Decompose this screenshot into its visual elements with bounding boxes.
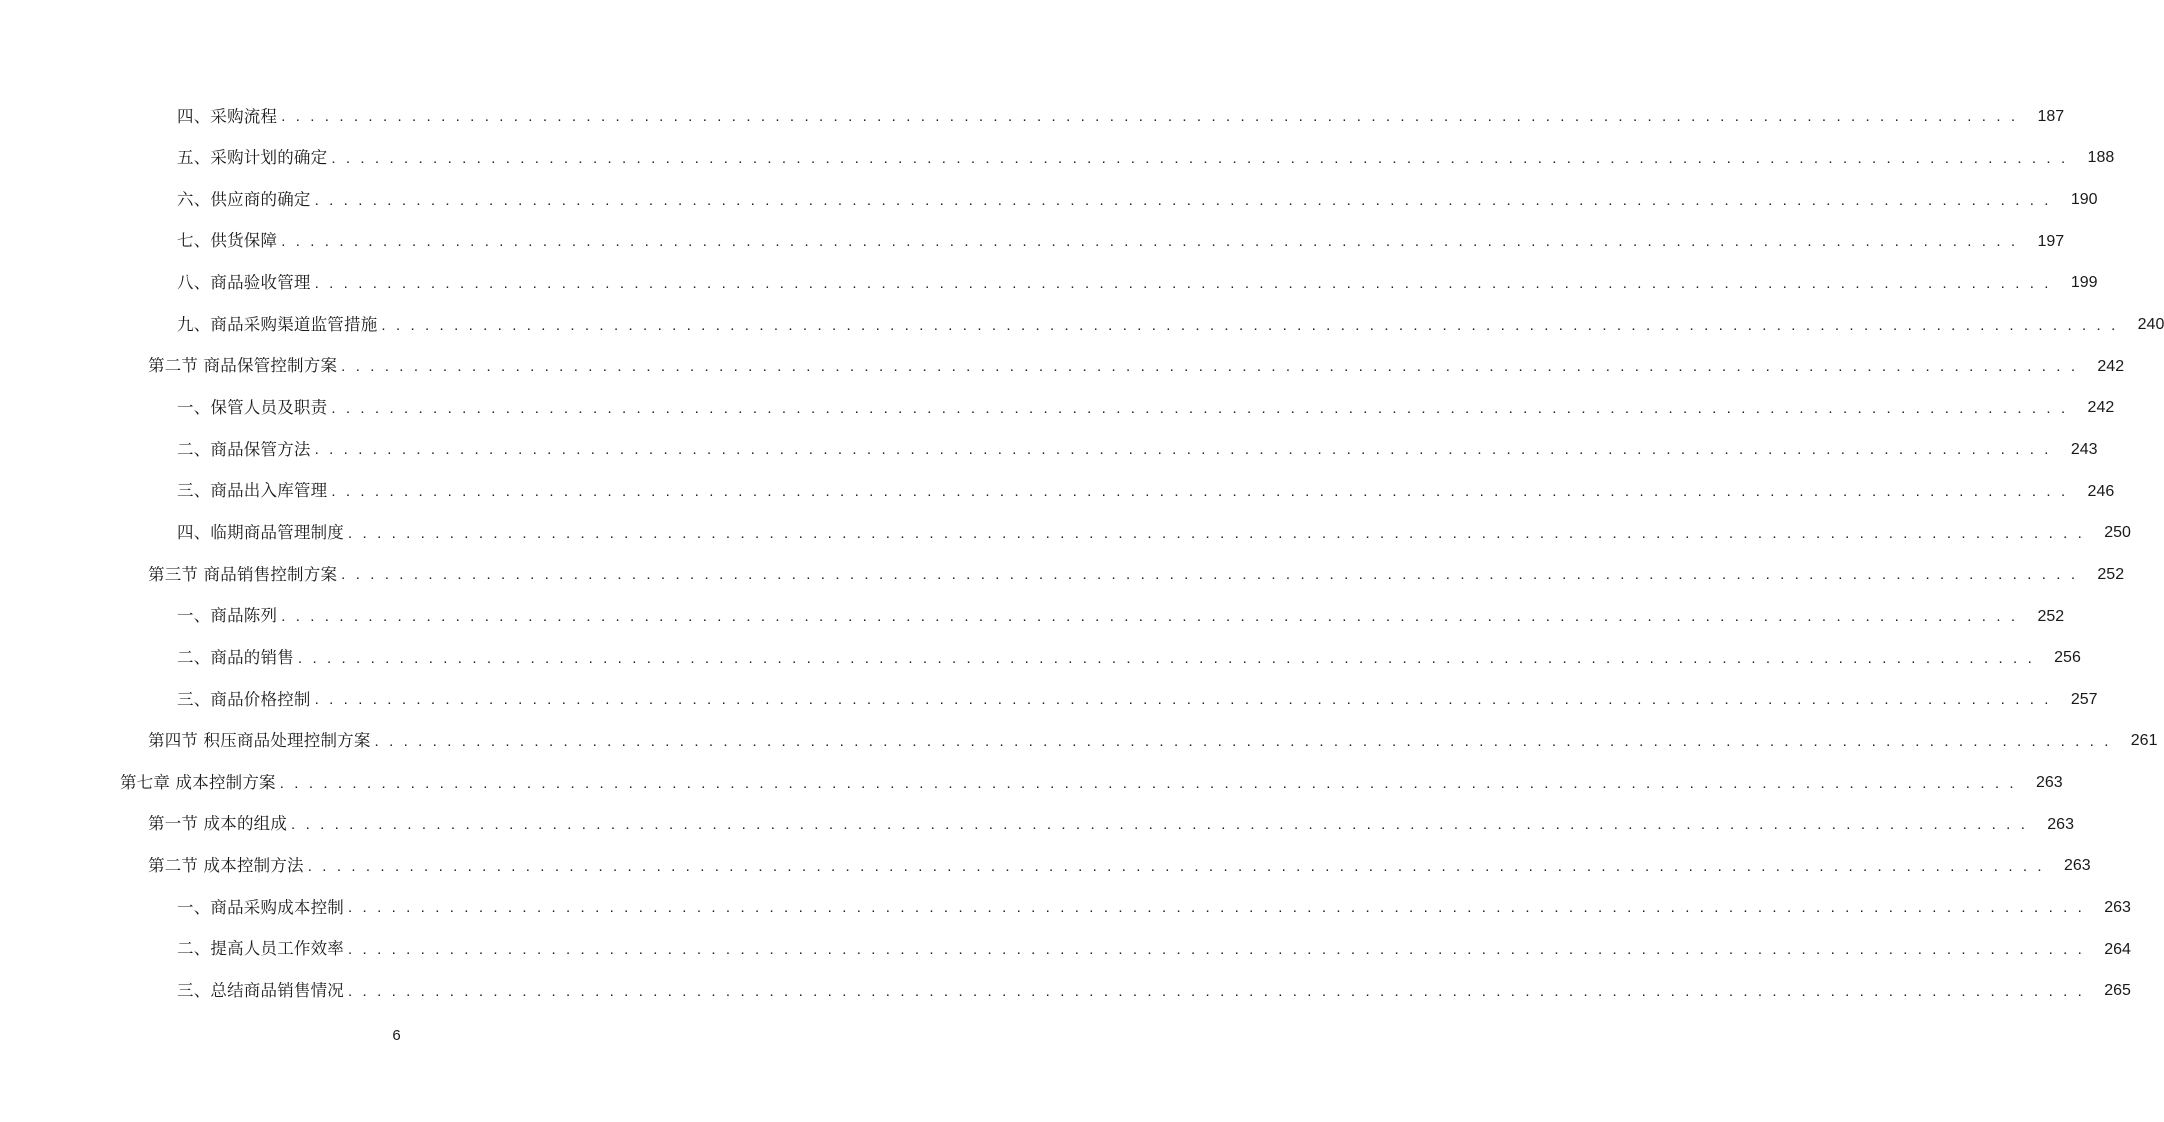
toc-entry-page-number: 187 <box>2037 107 2065 125</box>
toc-entry[interactable] <box>0 887 2131 929</box>
toc-entry[interactable] <box>0 804 2074 846</box>
toc-entry-title: 七、供货保障 <box>177 231 278 251</box>
toc-entry-page-number: 246 <box>2087 482 2115 500</box>
toc-entry-title: 四、临期商品管理制度 <box>177 522 344 542</box>
toc-entry-title: 第一节 成本的组成 <box>148 814 288 834</box>
toc-entry-page-number: 261 <box>2130 732 2158 750</box>
toc-dot-leader: . . . . . . . . . . . . . . . . . . . . . . . . . . . . . . . . . . . . . . . . . . . . . . . . . . . . . . . . . . . . . . . . . . . . . . . . . . . . . . . . . . . . . . . . . . . . . . . . . . . . . . . . . . . . . . . . . . . . . . . . <box>331 483 2069 501</box>
toc-entry-title: 五、采购计划的确定 <box>177 148 328 168</box>
toc-entry-title: 一、商品采购成本控制 <box>177 897 344 917</box>
toc-entry-title: 二、商品保管方法 <box>177 439 311 459</box>
toc-dot-leader: . . . . . . . . . . . . . . . . . . . . . . . . . . . . . . . . . . . . . . . . . . . . . . . . . . . . . . . . . . . . . . . . . . . . . . . . . . . . . . . . . . . . . . . . . . . . . . . . . . . . . . . . . . . . . . . . . . . . . . . . <box>331 149 2069 167</box>
toc-entry[interactable] <box>0 554 2125 596</box>
toc-dot-leader: . . . . . . . . . . . . . . . . . . . . . . . . . . . . . . . . . . . . . . . . . . . . . . . . . . . . . . . . . . . . . . . . . . . . . . . . . . . . . . . . . . . . . . . . . . . . . . . . . . . . . . . . . . . . . . . . . . . . . . . . <box>348 941 2085 959</box>
toc-entry[interactable] <box>0 96 2065 138</box>
toc-entry-title: 二、商品的销售 <box>177 647 294 667</box>
toc-dot-leader: . . . . . . . . . . . . . . . . . . . . . . . . . . . . . . . . . . . . . . . . . . . . . . . . . . . . . . . . . . . . . . . . . . . . . . . . . . . . . . . . . . . . . . . . . . . . . . . . . . . . . . . . . . . . . . . . . . . . . . . . <box>314 191 2052 209</box>
toc-entry[interactable] <box>0 471 2115 513</box>
toc-entry-page-number: 190 <box>2070 191 2098 209</box>
toc-entry-title: 第二节 商品保管控制方案 <box>148 356 338 376</box>
toc-entry-title: 一、商品陈列 <box>177 606 278 626</box>
toc-entry-title: 三、商品价格控制 <box>177 689 311 709</box>
toc-dot-leader: . . . . . . . . . . . . . . . . . . . . . . . . . . . . . . . . . . . . . . . . . . . . . . . . . . . . . . . . . . . . . . . . . . . . . . . . . . . . . . . . . . . . . . . . . . . . . . . . . . . . . . . . . . . . . . . . . . . . . . . . <box>279 774 2017 792</box>
toc-dot-leader: . . . . . . . . . . . . . . . . . . . . . . . . . . . . . . . . . . . . . . . . . . . . . . . . . . . . . . . . . . . . . . . . . . . . . . . . . . . . . . . . . . . . . . . . . . . . . . . . . . . . . . . . . . . . . . . . . . . . . . . . <box>281 233 2019 251</box>
toc-entry-title: 第四节 积压商品处理控制方案 <box>148 731 371 751</box>
toc-entry-page-number: 197 <box>2037 232 2065 250</box>
toc-entry-title: 第二节 成本控制方法 <box>148 856 304 876</box>
toc-dot-leader: . . . . . . . . . . . . . . . . . . . . . . . . . . . . . . . . . . . . . . . . . . . . . . . . . . . . . . . . . . . . . . . . . . . . . . . . . . . . . . . . . . . . . . . . . . . . . . . . . . . . . . . . . . . . . . . . . . . . . . . . <box>314 274 2052 292</box>
toc-entry-page-number: 265 <box>2104 982 2131 1000</box>
toc-entry-title: 第三节 商品销售控制方案 <box>148 564 338 584</box>
toc-dot-leader: . . . . . . . . . . . . . . . . . . . . . . . . . . . . . . . . . . . . . . . . . . . . . . . . . . . . . . . . . . . . . . . . . . . . . . . . . . . . . . . . . . . . . . . . . . . . . . . . . . . . . . . . . . . . . . . . . . . . . . . . <box>348 982 2085 1000</box>
table-of-contents <box>0 96 2164 1012</box>
toc-dot-leader: . . . . . . . . . . . . . . . . . . . . . . . . . . . . . . . . . . . . . . . . . . . . . . . . . . . . . . . . . . . . . . . . . . . . . . . . . . . . . . . . . . . . . . . . . . . . . . . . . . . . . . . . . . . . . . . . . . . . . . . . <box>281 608 2019 625</box>
toc-entry-title: 二、提高人员工作效率 <box>177 939 344 959</box>
toc-entry[interactable] <box>0 970 2131 1012</box>
toc-dot-leader: . . . . . . . . . . . . . . . . . . . . . . . . . . . . . . . . . . . . . . . . . . . . . . . . . . . . . . . . . . . . . . . . . . . . . . . . . . . . . . . . . . . . . . . . . . . . . . . . . . . . . . . . . . . . . . . . . . . . . . . . <box>341 566 2079 584</box>
toc-dot-leader: . . . . . . . . . . . . . . . . . . . . . . . . . . . . . . . . . . . . . . . . . . . . . . . . . . . . . . . . . . . . . . . . . . . . . . . . . . . . . . . . . . . . . . . . . . . . . . . . . . . . . . . . . . . . . . . . . . . . . . . . <box>348 899 2085 917</box>
toc-entry[interactable] <box>0 346 2125 388</box>
toc-entry[interactable] <box>0 221 2065 263</box>
toc-entry-title: 四、采购流程 <box>177 106 278 126</box>
toc-entry-page-number: 252 <box>2037 607 2065 625</box>
toc-entry-page-number: 243 <box>2070 440 2098 458</box>
toc-dot-leader: . . . . . . . . . . . . . . . . . . . . . . . . . . . . . . . . . . . . . . . . . . . . . . . . . . . . . . . . . . . . . . . . . . . . . . . . . . . . . . . . . . . . . . . . . . . . . . . . . . . . . . . . . . . . . . . . . . . . . . . . <box>381 316 2119 334</box>
toc-dot-leader: . . . . . . . . . . . . . . . . . . . . . . . . . . . . . . . . . . . . . . . . . . . . . . . . . . . . . . . . . . . . . . . . . . . . . . . . . . . . . . . . . . . . . . . . . . . . . . . . . . . . . . . . . . . . . . . . . . . . . . . . <box>331 399 2069 417</box>
toc-entry[interactable] <box>0 512 2131 554</box>
toc-entry-title: 第七章 成本控制方案 <box>120 772 276 792</box>
toc-entry[interactable] <box>0 637 2081 679</box>
toc-entry-page-number: 188 <box>2087 149 2115 167</box>
toc-entry-title: 一、保管人员及职责 <box>177 398 328 418</box>
toc-entry-title: 三、总结商品销售情况 <box>177 981 344 1001</box>
toc-entry-page-number: 252 <box>2097 565 2125 583</box>
toc-dot-leader: . . . . . . . . . . . . . . . . . . . . . . . . . . . . . . . . . . . . . . . . . . . . . . . . . . . . . . . . . . . . . . . . . . . . . . . . . . . . . . . . . . . . . . . . . . . . . . . . . . . . . . . . . . . . . . . . . . . . . . . . <box>297 649 2035 667</box>
page-number: 6 <box>392 1027 401 1044</box>
toc-entry-page-number: 242 <box>2097 357 2125 375</box>
toc-entry-page-number: 199 <box>2070 274 2098 292</box>
toc-entry-page-number: 242 <box>2087 399 2115 417</box>
toc-entry-title: 九、商品采购渠道监管措施 <box>177 314 378 334</box>
toc-entry-page-number: 256 <box>2054 649 2081 667</box>
toc-entry-page-number: 257 <box>2070 690 2098 708</box>
toc-entry-page-number: 263 <box>2035 774 2063 792</box>
toc-entry-page-number: 263 <box>2063 857 2091 875</box>
toc-entry[interactable] <box>0 387 2115 429</box>
toc-entry-page-number: 263 <box>2047 815 2074 833</box>
toc-entry[interactable] <box>0 179 2098 221</box>
toc-entry-page-number: 250 <box>2104 524 2131 542</box>
toc-entry[interactable] <box>0 429 2098 471</box>
toc-entry-page-number: 263 <box>2104 898 2131 916</box>
toc-entry[interactable] <box>0 263 2098 305</box>
toc-entry[interactable] <box>0 929 2131 971</box>
toc-dot-leader: . . . . . . . . . . . . . . . . . . . . . . . . . . . . . . . . . . . . . . . . . . . . . . . . . . . . . . . . . . . . . . . . . . . . . . . . . . . . . . . . . . . . . . . . . . . . . . . . . . . . . . . . . . . . . . . . . . . . . . . . <box>314 691 2052 709</box>
toc-entry-page-number: 264 <box>2104 940 2131 958</box>
toc-entry[interactable] <box>0 762 2063 804</box>
toc-dot-leader: . . . . . . . . . . . . . . . . . . . . . . . . . . . . . . . . . . . . . . . . . . . . . . . . . . . . . . . . . . . . . . . . . . . . . . . . . . . . . . . . . . . . . . . . . . . . . . . . . . . . . . . . . . . . . . . . . . . . . . . . <box>341 358 2079 376</box>
toc-entry[interactable] <box>0 304 2164 346</box>
toc-entry[interactable] <box>0 721 2158 763</box>
toc-entry-title: 八、商品验收管理 <box>177 273 311 293</box>
toc-entry-page-number: 240 <box>2137 316 2164 334</box>
toc-dot-leader: . . . . . . . . . . . . . . . . . . . . . . . . . . . . . . . . . . . . . . . . . . . . . . . . . . . . . . . . . . . . . . . . . . . . . . . . . . . . . . . . . . . . . . . . . . . . . . . . . . . . . . . . . . . . . . . . . . . . . . . . <box>374 732 2112 750</box>
toc-dot-leader: . . . . . . . . . . . . . . . . . . . . . . . . . . . . . . . . . . . . . . . . . . . . . . . . . . . . . . . . . . . . . . . . . . . . . . . . . . . . . . . . . . . . . . . . . . . . . . . . . . . . . . . . . . . . . . . . . . . . . . . . <box>281 108 2019 126</box>
toc-entry[interactable] <box>0 679 2098 721</box>
toc-dot-leader: . . . . . . . . . . . . . . . . . . . . . . . . . . . . . . . . . . . . . . . . . . . . . . . . . . . . . . . . . . . . . . . . . . . . . . . . . . . . . . . . . . . . . . . . . . . . . . . . . . . . . . . . . . . . . . . . . . . . . . . . <box>348 524 2085 542</box>
toc-dot-leader: . . . . . . . . . . . . . . . . . . . . . . . . . . . . . . . . . . . . . . . . . . . . . . . . . . . . . . . . . . . . . . . . . . . . . . . . . . . . . . . . . . . . . . . . . . . . . . . . . . . . . . . . . . . . . . . . . . . . . . . . <box>314 441 2052 459</box>
toc-entry[interactable] <box>0 846 2091 888</box>
toc-entry-title: 三、商品出入库管理 <box>177 481 328 501</box>
toc-dot-leader: . . . . . . . . . . . . . . . . . . . . . . . . . . . . . . . . . . . . . . . . . . . . . . . . . . . . . . . . . . . . . . . . . . . . . . . . . . . . . . . . . . . . . . . . . . . . . . . . . . . . . . . . . . . . . . . . . . . . . . . . <box>307 857 2045 875</box>
toc-dot-leader: . . . . . . . . . . . . . . . . . . . . . . . . . . . . . . . . . . . . . . . . . . . . . . . . . . . . . . . . . . . . . . . . . . . . . . . . . . . . . . . . . . . . . . . . . . . . . . . . . . . . . . . . . . . . . . . . . . . . . . . . <box>291 816 2028 834</box>
toc-entry[interactable] <box>0 596 2065 638</box>
toc-entry[interactable] <box>0 138 2115 180</box>
toc-entry-title: 六、供应商的确定 <box>177 189 311 209</box>
